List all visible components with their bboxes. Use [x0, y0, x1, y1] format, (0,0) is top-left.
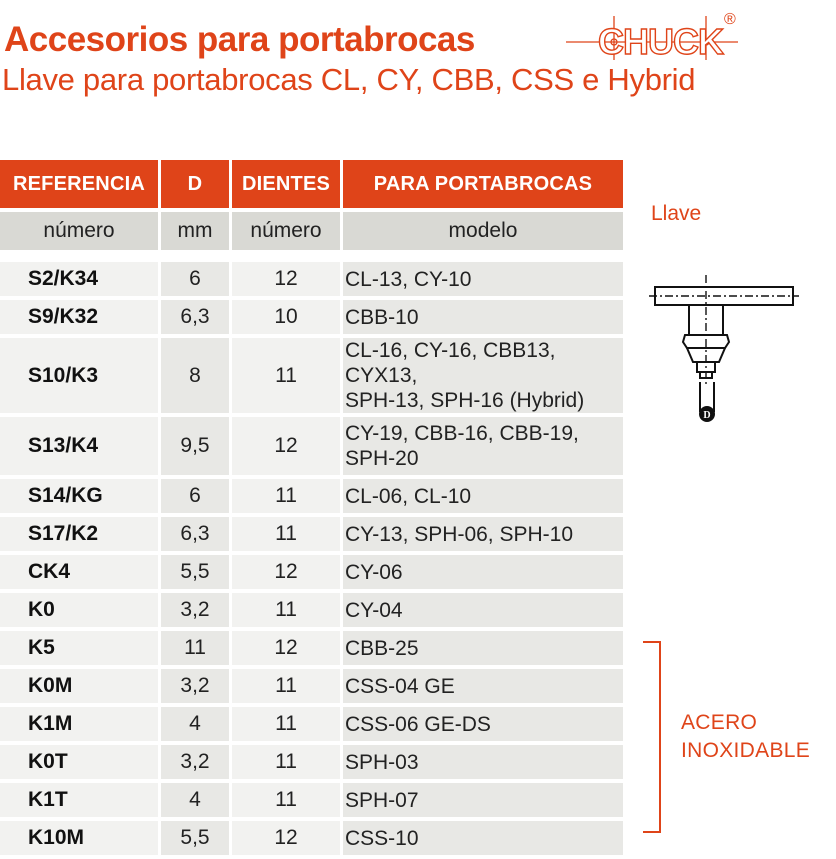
svg-text:®: ® [724, 11, 736, 28]
model-line: CL-06, CL-10 [345, 484, 472, 508]
dientes-cell: 10 [232, 300, 340, 334]
table-row [0, 783, 623, 817]
d-cell: 5,5 [161, 555, 229, 589]
d-cell: 6,3 [161, 517, 229, 551]
unit-portabrocas: modelo [343, 212, 623, 250]
table-row [0, 479, 623, 513]
ref-cell: S14/KG [0, 479, 158, 513]
d-cell: 3,2 [161, 669, 229, 703]
model-cell [343, 707, 623, 741]
dientes-cell: 11 [232, 783, 340, 817]
table-row [0, 262, 623, 296]
ref-cell: K0 [0, 593, 158, 627]
col-header-referencia: REFERENCIA [0, 160, 158, 208]
col-header-portabrocas: PARA PORTABROCAS [343, 160, 623, 208]
ref-cell: K5 [0, 631, 158, 665]
ref-cell: S10/K3 [0, 338, 158, 413]
model-line: CL-13, CY-10 [345, 267, 472, 291]
model-line: CBB-10 [345, 305, 419, 329]
model-cell [343, 338, 623, 413]
d-cell: 11 [161, 631, 229, 665]
dientes-cell: 11 [232, 479, 340, 513]
d-cell: 6 [161, 479, 229, 513]
table-row [0, 555, 623, 589]
dientes-cell: 12 [232, 821, 340, 855]
table-row [0, 593, 623, 627]
dientes-cell: 11 [232, 517, 340, 551]
d-cell: 8 [161, 338, 229, 413]
ref-cell: K0M [0, 669, 158, 703]
model-line: SPH-20 [345, 447, 419, 470]
model-cell [343, 631, 623, 665]
model-line: CSS-04 GE [345, 674, 455, 698]
model-cell [343, 593, 623, 627]
page-subtitle: Llave para portabrocas CL, CY, CBB, CSS e Hybrid [2, 62, 696, 97]
d-cell: 3,2 [161, 593, 229, 627]
page-title: Accesorios para portabrocas [4, 20, 475, 59]
dientes-cell: 11 [232, 669, 340, 703]
wrench-table [0, 156, 626, 859]
model-cell [343, 417, 623, 475]
table-row [0, 300, 623, 334]
table-row [0, 669, 623, 703]
svg-text:CHUCK: CHUCK [598, 21, 723, 60]
dientes-cell: 12 [232, 262, 340, 296]
table-row [0, 631, 623, 665]
model-cell [343, 262, 623, 296]
d-cell: 3,2 [161, 745, 229, 779]
d-cell: 4 [161, 783, 229, 817]
model-cell [343, 745, 623, 779]
d-cell: 5,5 [161, 821, 229, 855]
table-row [0, 707, 623, 741]
d-cell: 6 [161, 262, 229, 296]
model-line: CSS-06 GE-DS [345, 712, 491, 736]
model-line: CBB-25 [345, 636, 419, 660]
model-cell [343, 300, 623, 334]
dientes-cell: 11 [232, 338, 340, 413]
ref-cell: S2/K34 [0, 262, 158, 296]
col-header-d: D [161, 160, 229, 208]
svg-text:D: D [703, 410, 711, 421]
model-cell [343, 783, 623, 817]
model-line: CY-13, SPH-06, SPH-10 [345, 522, 573, 546]
table-row [0, 821, 623, 855]
model-cell [343, 517, 623, 551]
model-line: CY-06 [345, 560, 403, 584]
table-unit-row [0, 212, 623, 250]
table-row [0, 517, 623, 551]
model-line: CY-19, CBB-16, CBB-19, [345, 422, 579, 445]
dientes-cell: 12 [232, 555, 340, 589]
d-cell: 9,5 [161, 417, 229, 475]
stainless-bracket [643, 641, 661, 833]
stainless-label: ACERO INOXIDABLE [681, 711, 811, 762]
ref-cell: S17/K2 [0, 517, 158, 551]
llave-label: Llave [651, 202, 702, 225]
ref-cell: K10M [0, 821, 158, 855]
ref-cell: K0T [0, 745, 158, 779]
model-line: SPH-07 [345, 788, 419, 812]
model-cell [343, 479, 623, 513]
unit-dientes: número [232, 212, 340, 250]
d-cell: 4 [161, 707, 229, 741]
model-line: SPH-03 [345, 750, 419, 774]
model-cell [343, 821, 623, 855]
col-header-dientes: DIENTES [232, 160, 340, 208]
dientes-cell: 12 [232, 417, 340, 475]
chuck-key-diagram [645, 270, 805, 430]
d-cell: 6,3 [161, 300, 229, 334]
chuck-logo [566, 8, 746, 60]
dientes-cell: 11 [232, 745, 340, 779]
table-row [0, 338, 623, 413]
model-line: CY-04 [345, 598, 403, 622]
table-row [0, 745, 623, 779]
ref-cell: K1M [0, 707, 158, 741]
table-header-row [0, 160, 623, 208]
ref-cell: S9/K32 [0, 300, 158, 334]
model-line: SPH-13, SPH-16 (Hybrid) [345, 389, 585, 412]
ref-cell: CK4 [0, 555, 158, 589]
dientes-cell: 12 [232, 631, 340, 665]
model-line: CL-16, CY-16, CBB13, CYX13, [345, 339, 556, 387]
table-row [0, 417, 623, 475]
model-cell [343, 669, 623, 703]
dientes-cell: 11 [232, 707, 340, 741]
ref-cell: S13/K4 [0, 417, 158, 475]
unit-referencia: número [0, 212, 158, 250]
ref-cell: K1T [0, 783, 158, 817]
unit-d: mm [161, 212, 229, 250]
model-cell [343, 555, 623, 589]
dientes-cell: 11 [232, 593, 340, 627]
model-line: CSS-10 [345, 826, 419, 850]
